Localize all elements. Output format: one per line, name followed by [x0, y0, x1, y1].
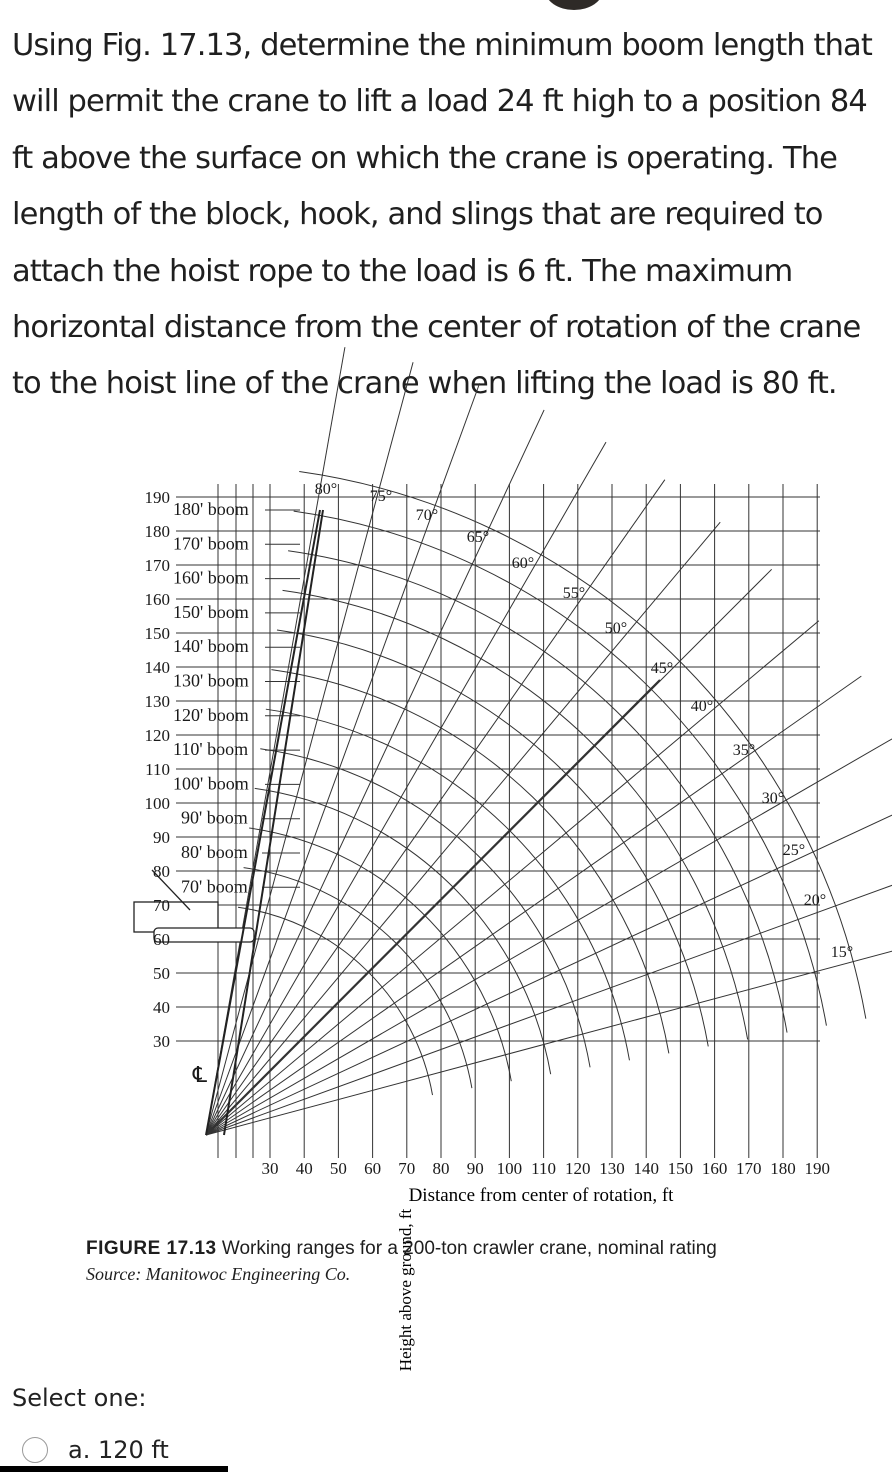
- y-tick-label: 190: [144, 488, 170, 507]
- angle-label: 40°: [690, 698, 714, 715]
- boom-range-arc: [238, 907, 432, 1095]
- angle-label: 45°: [650, 660, 674, 677]
- select-one-label: Select one:: [12, 1384, 147, 1412]
- boom-label: 180' boom: [173, 499, 249, 519]
- boom-label: 170' boom: [173, 533, 249, 554]
- caption-source: Source: Manitowoc Engineering Co.: [86, 1264, 351, 1284]
- y-tick-label: 110: [145, 760, 170, 779]
- angle-label: 70°: [415, 507, 439, 524]
- boom-range-arc: [249, 828, 511, 1081]
- angle-ray: [206, 735, 892, 1135]
- y-axis-label: Height above ground, ft: [396, 1208, 415, 1372]
- caption-text: Working ranges for a 200-ton crawler crane, nominal rating: [221, 1238, 717, 1259]
- boom-label: 90' boom: [181, 807, 248, 828]
- y-tick-label: 130: [144, 692, 170, 711]
- boom-label: 70' boom: [181, 876, 248, 897]
- x-tick-label: 90: [466, 1159, 484, 1178]
- x-tick-label: 120: [565, 1159, 591, 1178]
- boom-range-arc: [283, 590, 748, 1039]
- boom-range-arc: [244, 868, 472, 1088]
- y-tick-label: 180: [144, 522, 170, 541]
- x-tick-label: 80: [432, 1159, 450, 1178]
- option-a-text: a. 120 ft: [68, 1436, 169, 1464]
- angle-ray: [206, 442, 606, 1135]
- y-tick-label: 80: [153, 862, 170, 881]
- y-tick-label: 30: [153, 1032, 170, 1051]
- y-tick-label: 70: [153, 896, 170, 915]
- y-tick-label: 140: [144, 658, 170, 677]
- x-tick-label: 70: [398, 1159, 416, 1178]
- x-tick-label: 150: [667, 1159, 694, 1178]
- y-tick-label: 120: [144, 726, 170, 745]
- x-tick-label: 160: [701, 1159, 728, 1178]
- y-tick-label: 100: [144, 794, 170, 813]
- boom-range-arc: [288, 551, 787, 1033]
- angle-label: 60°: [511, 555, 535, 572]
- angle-label: 75°: [369, 488, 393, 505]
- boom-label: 140' boom: [173, 636, 249, 657]
- x-axis-label: Distance from center of rotation, ft: [408, 1185, 674, 1206]
- x-tick-label: 170: [736, 1159, 762, 1178]
- boom-label: 160' boom: [173, 567, 249, 588]
- boom-range-arc: [299, 472, 866, 1019]
- angle-ray: [206, 861, 892, 1135]
- question-text: Using Fig. 17.13, determine the minimum boom length that will permit the crane to lift a load 24 ft high to a position 84 ft above the surface on which the crane is operating. The length of the block, hook, and slings that are required to attach the hoist rope to the load is 6 ft. The maximum horizontal distance from the center of rotation of the crane to the hoist line of the crane when lifting the load is 80 ft.: [12, 28, 872, 402]
- x-tick-label: 40: [295, 1159, 313, 1178]
- angle-ray: [206, 410, 544, 1135]
- angle-label: 35°: [732, 742, 756, 759]
- y-tick-label: 50: [153, 964, 170, 983]
- caption-label: FIGURE 17.13: [86, 1238, 217, 1259]
- angle-label: 50°: [604, 620, 628, 637]
- x-tick-label: 110: [531, 1159, 557, 1178]
- x-tick-label: 30: [261, 1159, 279, 1178]
- boom-label: 100' boom: [173, 773, 249, 794]
- angle-label: 20°: [803, 892, 827, 909]
- boom-label: 130' boom: [173, 670, 249, 691]
- x-tick-label: 50: [329, 1159, 347, 1178]
- boom-label: 120' boom: [173, 704, 249, 725]
- x-tick-label: 60: [364, 1159, 382, 1178]
- figure-caption: [86, 1238, 876, 1285]
- y-tick-label: 40: [153, 998, 170, 1017]
- y-tick-label: 60: [153, 930, 170, 949]
- y-tick-label: 160: [144, 590, 170, 609]
- angle-label: 15°: [830, 944, 854, 961]
- y-tick-label: 90: [153, 828, 170, 847]
- scroll-indicator-bar: [0, 1466, 228, 1472]
- boom-range-arc: [277, 630, 708, 1046]
- angle-label: 30°: [761, 790, 785, 807]
- boom-range-arc: [271, 670, 668, 1054]
- answer-option-a[interactable]: [22, 1436, 169, 1464]
- y-tick-label: 170: [144, 556, 170, 575]
- angle-label: 80°: [314, 481, 338, 498]
- boom-range-arc: [260, 749, 590, 1067]
- x-tick-label: 190: [804, 1159, 830, 1178]
- x-tick-label: 180: [770, 1159, 796, 1178]
- boom-range-arc: [255, 788, 551, 1074]
- x-tick-label: 100: [496, 1159, 523, 1178]
- x-tick-label: 130: [599, 1159, 625, 1178]
- x-tick-label: 140: [633, 1159, 659, 1178]
- boom-label: 80' boom: [181, 842, 248, 862]
- centerline-symbol: ℄: [192, 1062, 208, 1087]
- avatar: [545, 0, 603, 10]
- y-tick-label: 150: [144, 624, 170, 643]
- angle-label: 65°: [466, 529, 490, 546]
- angle-label: 55°: [562, 585, 586, 602]
- boom-label: 150' boom: [173, 601, 249, 622]
- boom-label: 110' boom: [173, 739, 249, 760]
- radio-button[interactable]: [22, 1437, 48, 1463]
- angle-label: 25°: [782, 842, 806, 859]
- angle-ray: [206, 383, 480, 1135]
